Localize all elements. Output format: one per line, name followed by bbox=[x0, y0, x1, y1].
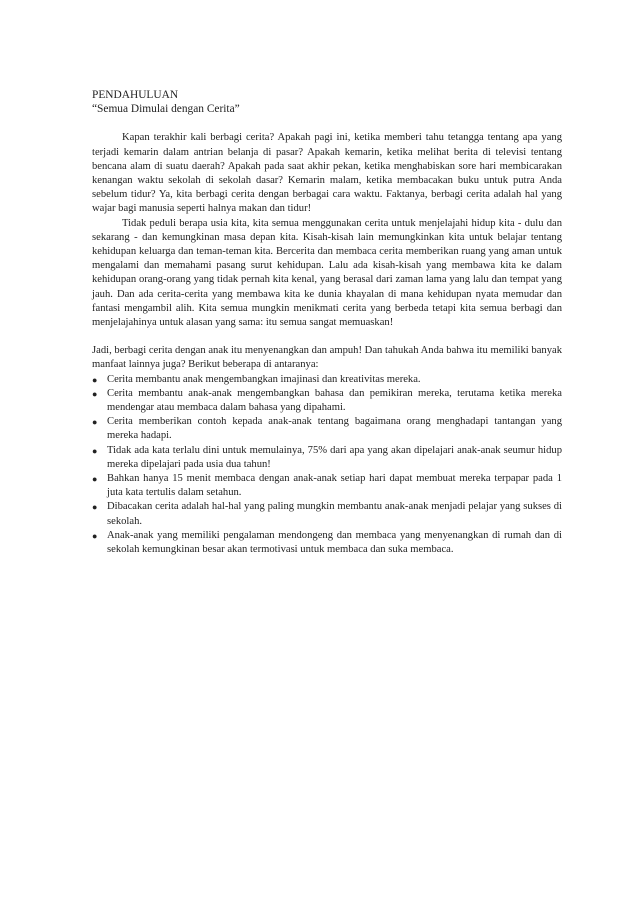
list-item-text: Dibacakan cerita adalah hal-hal yang paling mungkin membantu anak-anak menjadi pelajar yang sukses di sekolah. bbox=[107, 501, 562, 527]
section-heading: PENDAHULUAN bbox=[92, 89, 179, 101]
benefits-list bbox=[92, 373, 562, 558]
benefits-intro: Jadi, berbagi cerita dengan anak itu menyenangkan dan ampuh! Dan tahukah Anda bahwa itu memiliki banyak manfaat lainnya juga? Berikut beberapa di antaranya: bbox=[92, 345, 562, 371]
list-item-text: Bahkan hanya 15 menit membaca dengan anak-anak setiap hari dapat membuat mereka terpapar pada 1 juta kata tertulis dalam setahun. bbox=[107, 473, 562, 499]
section-subtitle: “Semua Dimulai dengan Cerita” bbox=[92, 103, 240, 116]
list-item bbox=[92, 472, 562, 500]
bullet-icon: ● bbox=[92, 474, 98, 485]
bullet-icon: ● bbox=[92, 530, 98, 541]
list-item-text: Cerita memberikan contoh kepada anak-anak tentang bagaimana orang menghadapi tantangan yang mereka hadapi. bbox=[107, 416, 562, 442]
document-body bbox=[92, 88, 562, 557]
list-item bbox=[92, 387, 562, 415]
bullet-icon: ● bbox=[92, 502, 98, 513]
list-item-text: Anak-anak yang memiliki pengalaman mendongeng dan membaca yang menyenangkan di rumah dan di sekolah kemungkinan besar akan termotivasi untuk membaca dan suka membaca. bbox=[107, 529, 562, 556]
list-item bbox=[92, 444, 562, 472]
list-item-text: Cerita membantu anak mengembangkan imajinasi dan kreativitas mereka. bbox=[107, 373, 421, 385]
list-item-text: Tidak ada kata terlalu dini untuk memulainya, 75% dari apa yang akan dipelajari anak-anak seumur hidup mereka dipelajari pada usia dua tahun! bbox=[107, 444, 562, 470]
bullet-icon: ● bbox=[92, 388, 98, 399]
bullet-icon: ● bbox=[92, 445, 98, 456]
paragraph-1: Kapan terakhir kali berbagi cerita? Apakah pagi ini, ketika memberi tahu tetangga tentang apa yang terjadi kemarin dalam antrian belanja di pasar? Apakah kemarin, ketika melihat berita di televisi tentang bencana alam di suatu daerah? Apakah pada saat akhir pekan, ketika menghabiskan sore hari membicarakan kenangan waktu sekolah di sekolah dasar? Kemarin malam, ketika membacakan buku untuk putra Anda sebelum tidur? Ya, kita berbagi cerita dengan berbagai cara waktu. Faktanya, berbagi cerita adalah hal yang wajar bagi manusia seperti halnya makan dan tidur! bbox=[92, 132, 562, 215]
bullet-icon: ● bbox=[92, 417, 98, 428]
list-item bbox=[92, 500, 562, 528]
paragraph-2: Tidak peduli berapa usia kita, kita semua menggunakan cerita untuk menjelajahi hidup kita - dulu dan sekarang - dan kemungkinan masa depan kita. Kisah-kisah lain memungkinkan kita untuk belajar tentang kehidupan keluarga dan teman-teman kita. Bercerita dan membaca cerita memberikan ruang yang aman untuk mengalami dan memahami pasang surut kehidupan. Lalu ada kisah-kisah yang membawa kita ke dalam kehidupan orang-orang yang tidak pernah kita kenal, yang berasal dari zaman lama yang lalu dan tempat yang jauh. Dan ada cerita-cerita yang membawa kita ke dunia khayalan di mana kehidupan nyata memudar dan fantasi mengambil alih. Kita semua mungkin menikmati cerita yang berbeda tetapi kita semua berbagi dan menjelajahinya untuk alasan yang sama: itu semua sangat memuaskan! bbox=[92, 217, 562, 329]
bullet-icon: ● bbox=[92, 374, 98, 385]
list-item bbox=[92, 373, 562, 387]
list-item bbox=[92, 415, 562, 443]
list-item-text: Cerita membantu anak-anak mengembangkan bahasa dan pemikiran mereka, terutama ketika mereka mendengar atau membaca dalam bahasa yang dipahami. bbox=[107, 387, 562, 414]
list-item bbox=[92, 529, 562, 557]
